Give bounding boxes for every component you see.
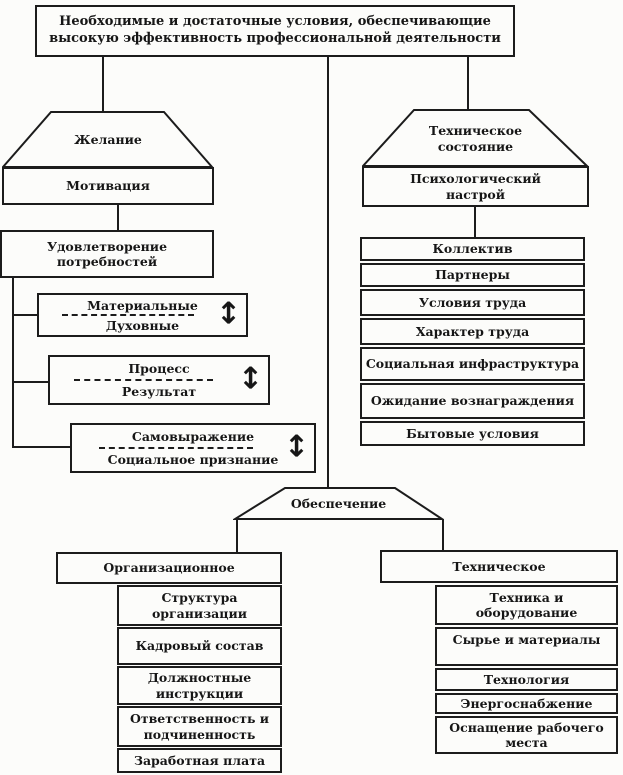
list-item-dolzhnostnye	[117, 666, 282, 705]
list-item-kollektiv	[360, 237, 585, 261]
list-item-label: Должностные инструкции	[147, 670, 252, 701]
list-item-partnery	[360, 263, 585, 287]
connector-title-to-desire	[102, 56, 104, 112]
organizational-header	[56, 552, 282, 584]
motivation-box	[2, 167, 214, 205]
list-item-label: Заработная плата	[133, 752, 266, 768]
double-arrow-icon: ↕	[237, 361, 263, 397]
list-item-label: Ожидание вознаграждения	[370, 393, 575, 409]
self-expression-label: Самовыражение	[131, 429, 255, 444]
connector-stub-process	[12, 381, 49, 383]
connector-provision-to-technical	[442, 519, 444, 550]
technical-state-trapezoid	[362, 109, 589, 168]
list-item-label: Характер труда	[415, 323, 530, 339]
list-item-label: Структура организации	[151, 590, 248, 621]
title-text: Необходимые и достаточные условия, обеспечивающие высокую эффективность профессиональной деятельности	[49, 14, 501, 46]
connector-title-to-provision	[327, 56, 329, 488]
list-item-label: Социальная инфраструктура	[365, 356, 580, 372]
connector-provision-to-organizational	[236, 519, 238, 552]
list-item-energosnabzhenie	[435, 693, 618, 714]
process-label: Процесс	[128, 361, 190, 376]
list-item-syrye	[435, 627, 618, 666]
connector-motivation-to-satisfaction	[117, 205, 119, 231]
needs-process-result-box	[48, 355, 270, 405]
dashed-divider	[74, 379, 214, 381]
list-item-label: Сырье и материалы	[452, 632, 601, 647]
desire-trapezoid	[2, 111, 214, 169]
list-item-kadrovyi-sostav	[117, 627, 282, 665]
technical-header-label: Техническое	[452, 558, 546, 574]
connector-mindset-to-list	[474, 207, 476, 237]
spiritual-label: Духовные	[105, 317, 180, 333]
mindset-label: Психологический настрой	[410, 171, 541, 202]
list-item-label: Ответственность и подчиненность	[129, 711, 270, 742]
motivation-label: Мотивация	[66, 178, 150, 194]
list-item-harakter-truda	[360, 318, 585, 345]
list-item-label: Технология	[483, 671, 570, 687]
dashed-divider	[99, 447, 254, 449]
dashed-divider	[62, 314, 194, 316]
title-box	[35, 5, 515, 57]
list-item-label: Оснащение рабочего места	[449, 719, 604, 750]
list-item-bytovye	[360, 421, 585, 446]
list-item-tehnologiya	[435, 668, 618, 691]
list-item-label: Коллектив	[432, 241, 513, 257]
list-item-label: Бытовые условия	[406, 425, 539, 441]
social-recognition-label: Социальное признание	[107, 452, 279, 467]
connector-title-to-technical-state	[467, 56, 469, 110]
list-item-osnashchenie	[435, 716, 618, 754]
double-arrow-icon: ↕	[215, 296, 241, 332]
organizational-header-label: Организационное	[103, 560, 235, 576]
list-item-struktura	[117, 585, 282, 626]
list-item-ozhidanie	[360, 383, 585, 419]
provision-label: Обеспечение	[290, 496, 387, 512]
list-item-tehnika	[435, 585, 618, 625]
material-label: Материальные	[87, 297, 198, 313]
needs-material-spiritual-box	[37, 293, 248, 337]
double-arrow-icon: ↕	[283, 429, 309, 465]
list-item-otvetstvennost	[117, 706, 282, 747]
list-item-zarplata	[117, 748, 282, 773]
technical-header	[380, 550, 618, 583]
list-item-label: Кадровый состав	[135, 638, 264, 654]
mindset-box	[362, 166, 589, 207]
list-item-label: Техника и оборудование	[475, 589, 578, 620]
list-item-label: Условия труда	[418, 294, 527, 310]
technical-state-label: Техническое состояние	[428, 122, 523, 154]
connector-satisfaction-spine	[12, 278, 14, 448]
list-item-soc-infrastruktura	[360, 347, 585, 381]
result-label: Результат	[121, 384, 197, 399]
provision-trapezoid	[233, 487, 444, 521]
satisfaction-box	[0, 230, 214, 278]
list-item-label: Энергоснабжение	[460, 695, 593, 711]
connector-stub-expression	[12, 446, 71, 448]
list-item-label: Партнеры	[435, 267, 510, 283]
list-item-usloviya-truda	[360, 289, 585, 316]
needs-expression-recognition-box	[70, 423, 316, 473]
desire-label: Желание	[74, 132, 142, 148]
satisfaction-label: Удовлетворение потребностей	[46, 238, 168, 269]
connector-stub-material	[12, 314, 38, 316]
